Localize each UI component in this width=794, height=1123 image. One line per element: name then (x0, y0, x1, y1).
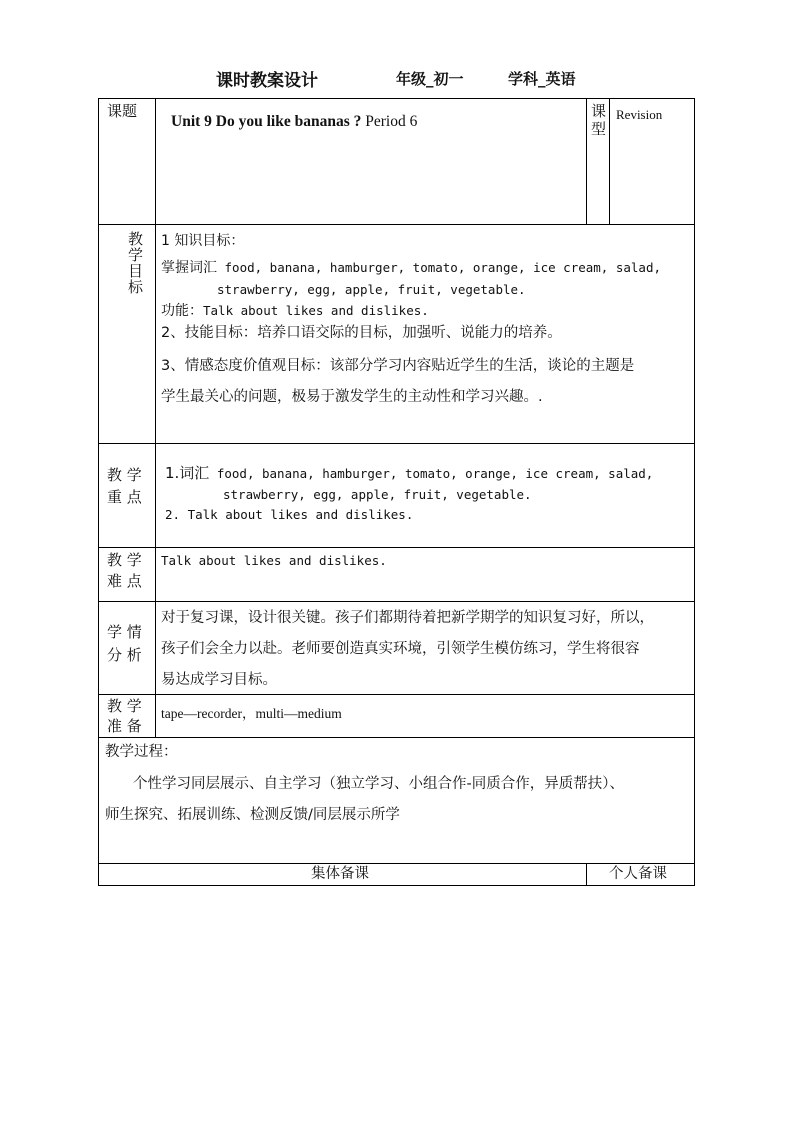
attitude-goal-line-2: 学生最关心的问题，极易于激发学生的主动性和学习兴趣。. (161, 389, 543, 405)
key-points-label-2: 重 点 (107, 488, 142, 506)
knowledge-goal-title: 1 知识目标： (161, 233, 245, 249)
key-points-words: food, banana, hamburger, tomato, orange, ice cream, salad, (209, 466, 654, 481)
attitude-goal-line-1: 3、情感态度价值观目标：该部分学习内容贴近学生的生活，谈论的主题是 (161, 358, 635, 374)
function-prefix: 功能： (161, 303, 203, 319)
collective-prep-label: 集体备课 (311, 866, 369, 882)
goals-label-char: 目 (128, 262, 144, 280)
goals-label (128, 231, 148, 295)
process-title: 教学过程： (105, 744, 178, 760)
process-line-2: 师生探究、拓展训练、检测反馈/同层展示所学 (105, 807, 400, 823)
topic-main: Unit 9 Do you like bananas ? (171, 113, 362, 130)
topic-label: 课题 (107, 102, 138, 120)
page-header (0, 66, 794, 92)
preparation-label-1: 教 学 (107, 697, 142, 715)
function-text: Talk about likes and dislikes. (203, 303, 429, 318)
topic-period: Period 6 (365, 113, 418, 130)
analysis-label-1: 学 情 (107, 623, 142, 641)
row-divider (99, 737, 694, 738)
grade-field: 年级_初一 (396, 70, 464, 88)
type-value: Revision (616, 107, 663, 122)
goals-label-char: 教 (128, 230, 144, 248)
difficulties-text: Talk about likes and dislikes. (161, 553, 387, 568)
key-points-label-1: 教 学 (107, 466, 142, 484)
type-label-1: 课 (591, 102, 607, 120)
difficulties-label-1: 教 学 (107, 551, 142, 569)
preparation-label-2: 准 备 (107, 717, 142, 735)
vocab-prefix: 掌握词汇 (161, 260, 217, 276)
subject-field: 学科_英语 (508, 70, 576, 88)
row-divider (99, 443, 694, 444)
footer-divider (586, 863, 587, 886)
key-points-line-1 (165, 463, 653, 485)
lesson-plan-table (98, 98, 695, 886)
analysis-line-1: 对于复习课，设计很关键。孩子们都期待着把新学期学的知识复习好，所以， (161, 610, 654, 626)
personal-prep-label: 个人备课 (609, 866, 667, 882)
row-divider (99, 547, 694, 548)
type-value-divider (609, 99, 610, 224)
row-divider (99, 863, 694, 864)
vocab-words: food, banana, hamburger, tomato, orange, ice cream, salad, (217, 260, 662, 275)
analysis-line-2: 孩子们会全力以赴。老师要创造真实环境，引领学生模仿练习，学生将很容 (161, 641, 640, 657)
key-points-line-3: 2. Talk about likes and dislikes. (165, 507, 414, 522)
analysis-label-2: 分 析 (107, 646, 142, 664)
page-title: 课时教案设计 (216, 71, 318, 91)
difficulties-label-2: 难 点 (107, 572, 142, 590)
vocab-line-2: strawberry, egg, apple, fruit, vegetable. (217, 282, 526, 297)
process-line-1: 个性学习同层展示、自主学习（独立学习、小组合作-同质合作，异质帮扶）、 (133, 776, 624, 792)
row-divider (99, 224, 694, 225)
skill-goal: 2、技能目标：培养口语交际的目标，加强听、说能力的培养。 (161, 325, 562, 341)
function-goal (161, 300, 429, 322)
row-divider (99, 601, 694, 602)
goals-label-char: 标 (128, 278, 144, 296)
vocab-line-1 (161, 257, 661, 279)
key-points-prefix: 1.词汇 (165, 464, 210, 482)
type-label-2: 型 (591, 120, 607, 138)
type-column-divider (586, 99, 587, 224)
goals-label-char: 学 (128, 246, 144, 264)
topic-value (171, 111, 417, 132)
preparation-text: tape—recorder，multi—medium (161, 706, 342, 721)
key-points-line-2: strawberry, egg, apple, fruit, vegetable. (223, 487, 532, 502)
analysis-line-3: 易达成学习目标。 (161, 672, 277, 688)
label-column-divider (155, 99, 156, 737)
